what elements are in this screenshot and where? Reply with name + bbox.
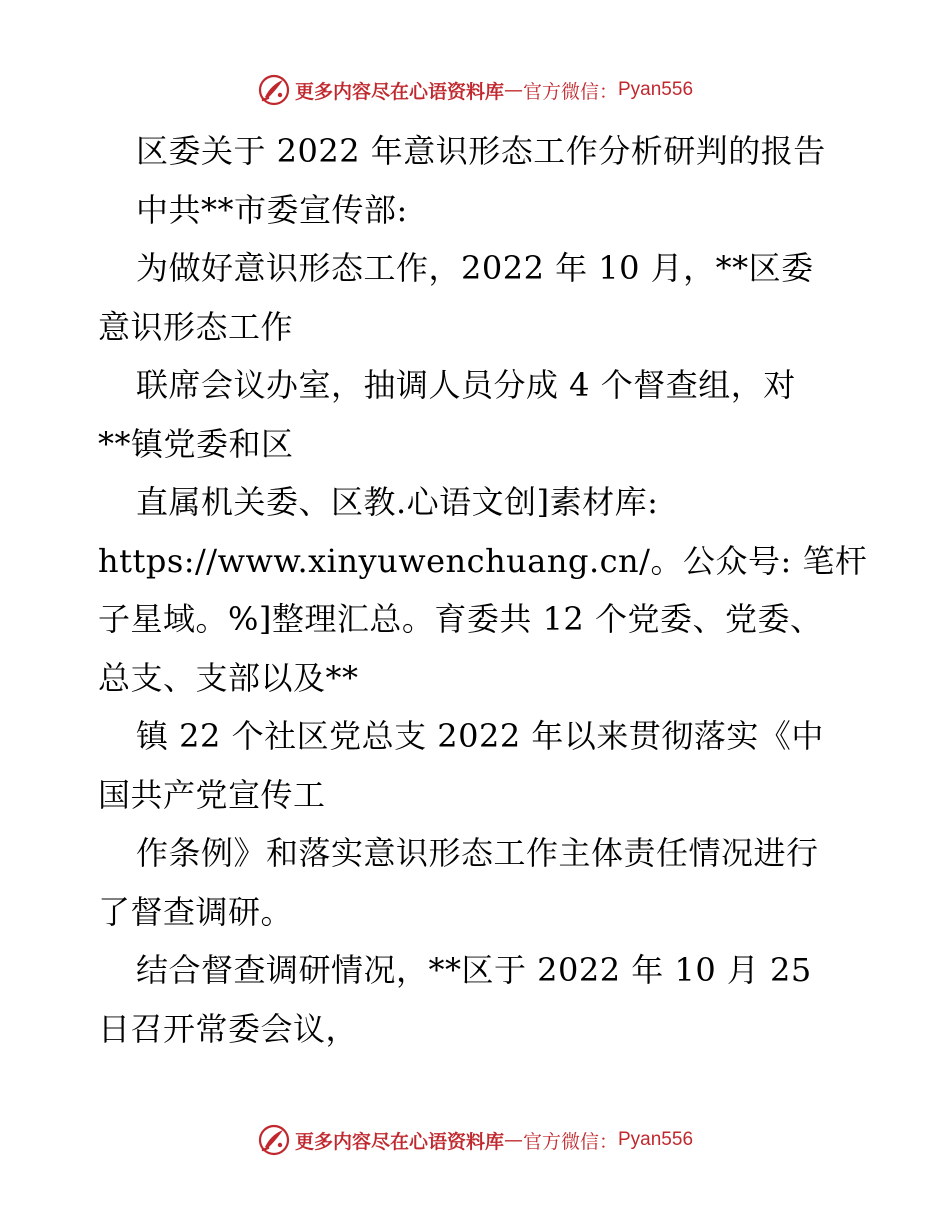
body-line: 镇 22 个社区党总支 2022 年以来贯彻落实《中 [136, 717, 824, 755]
body-line: 联席会议办室，抽调人员分成 4 个督查组，对 [136, 366, 796, 404]
banner-wechat-label: 官方微信： [522, 1130, 618, 1153]
body-line: 意识形态工作 [98, 307, 294, 346]
brush-logo-icon [257, 1123, 291, 1157]
body-line: 日召开常委会议， [98, 1009, 359, 1048]
body-line: 为做好意识形态工作，2022 年 10 月，**区委 [136, 249, 814, 287]
body-line: 子星域。%]整理汇总。育委共 12 个党委、党委、 [98, 600, 823, 638]
header-banner [0, 70, 950, 110]
banner-dash: — [503, 79, 523, 101]
body-line: 直属机关委、区教.心语文创]素材库: [136, 483, 659, 521]
body-line: **镇党委和区 [98, 424, 294, 463]
banner-wechat-label: 官方微信： [522, 80, 618, 103]
banner-site-name: 更多内容尽在心语资料库 [294, 80, 504, 103]
brush-logo-icon [257, 73, 291, 107]
document-title: 区委关于 2022 年意识形态工作分析研判的报告 [136, 132, 826, 170]
banner-site-name: 更多内容尽在心语资料库 [294, 1130, 504, 1153]
footer-banner [0, 1120, 950, 1160]
body-line-url: https://www.xinyuwenchuang.cn/。公众号: 笔杆 [98, 541, 868, 580]
document-addressee: 中共**市委宣传部: [136, 190, 408, 229]
body-line: 结合督查调研情况，**区于 2022 年 10 月 25 [136, 951, 812, 989]
banner-wechat-id: Pyan556 [618, 1129, 694, 1150]
document-body [98, 122, 868, 1058]
body-line: 国共产党宣传工 [98, 775, 326, 814]
body-line: 总支、支部以及** [98, 658, 359, 697]
banner-wechat-id: Pyan556 [618, 79, 694, 100]
banner-dash: — [503, 1129, 523, 1151]
body-line: 作条例》和落实意识形态工作主体责任情况进行 [136, 834, 819, 872]
body-line: 了督查调研。 [98, 892, 294, 931]
